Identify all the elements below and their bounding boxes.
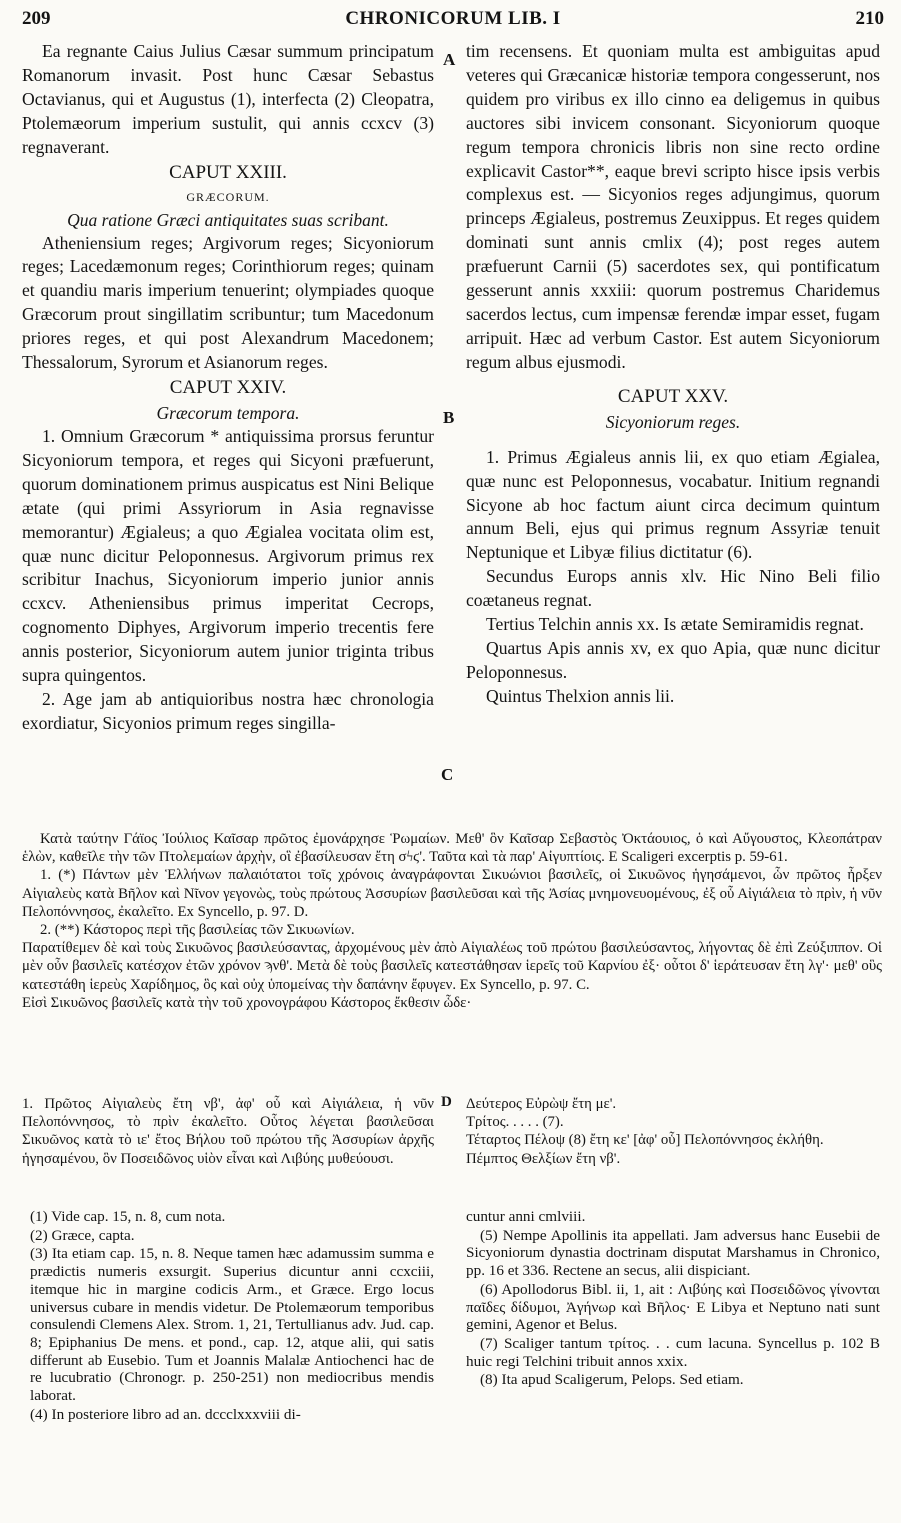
footnote-8: (8) Ita apud Scaligerum, Pelops. Sed etiam.	[480, 1371, 744, 1389]
greek-kings-right	[466, 1095, 880, 1168]
greek-parallel-text	[22, 830, 882, 1012]
page-number-left: 209	[22, 8, 51, 29]
chapter-23-title: CAPUT XXIII.	[169, 161, 287, 183]
left-column	[22, 40, 434, 736]
margin-letter-a: A	[443, 50, 456, 69]
greek-kings-left	[22, 1095, 434, 1168]
greek-note-1: 1. (*) Πάντων μὲν Ἑλλήνων παλαιότατοι τοῖς χρόνοις ἀναγράφονται Σικυώνιοι βασιλεῖς, οἱ Σικυῶνος ἡγησάμενοι, ὧν πρῶτος ἦρξεν Αἰγιαλεὺς κατὰ Βῆλον καὶ Νῖνον γεγονὼς, τοὺς πρώτους Ἀσσυρίων βασιλεῦσαι καὶ τῆς Ἀσίας μνημονευομένους, ἐξ οὗ Αἰγιάλεια τὸ πρὶν, ἡ νῦν Πελοπόννησος, ἐκαλεῖτο. Ex Syncello, p. 97. D.	[22, 867, 882, 920]
chapter-25-heading: Sicyoniorum reges.	[605, 411, 741, 432]
chapter-24-title: CAPUT XXIV.	[169, 376, 287, 398]
king-5-thelxion: Quintus Thelxion annis lii.	[486, 685, 675, 706]
paragraph-caesar: Ea regnante Caius Julius Cæsar summum principatum Romanorum invasit. Post hunc Cæsar Sebastus Octavianus, qui et Augustus (1), interfecta (2) Cleopatra, Ptolemæorum imperium sustulit, qui annis ccxcv (3) regnaverant.	[22, 41, 434, 157]
paragraph-graecorum-tempora: 1. Omnium Græcorum * antiquissima prorsus feruntur Sicyoniorum tempora, et reges qui Sicyoni præfuerunt, quorum dominationem primus auspicatus est Nini Belique ætate (qui primi Assyriorum in Asia regnavisse memorantur) Ægialeus; a quo Ægialea vocitata olim est, quæ nunc dicitur Peloponnesus. Argivorum primus rex scribitur Inachus, Sicyoniorum imperio junior annis ccxcv. Atheniensibus primus imperitat Cecrops, cognomento Diphyes, Argivorum imperio trecentis fere annis posterior, Sicyoniorum autem junior triginta tribus supra quingentos.	[22, 425, 434, 686]
king-4-apis: Quartus Apis annis xv, ex quo Apia, quæ nunc dicitur Peloponnesus.	[466, 637, 880, 682]
king-2-europs: Secundus Europs annis xlv. Hic Nino Beli filio coætaneus regnat.	[466, 566, 880, 611]
greek-king-3: Τρίτος. . . . . (7).	[466, 1114, 564, 1131]
running-title: CHRONICORUM LIB. I	[345, 8, 561, 29]
footnote-2: (2) Græce, capta.	[30, 1226, 135, 1244]
greek-note-2-heading: 2. (**) Κάστορος περὶ τῆς βασιλείας τῶν Σικυωνίων.	[40, 922, 355, 939]
greek-king-5: Πέμπτος Θελξίων ἔτη νβ'.	[466, 1150, 621, 1167]
chapter-24-heading: Græcorum tempora.	[156, 402, 300, 423]
margin-letter-b: B	[443, 408, 455, 427]
footnote-7: (7) Scaliger tantum τρίτος. . . cum lacuna. Syncellus p. 102 B huic regi Telchini tribuit annos xxix.	[466, 1334, 880, 1370]
chapter-25-title: CAPUT XXV.	[617, 385, 729, 407]
greek-king-1: 1. Πρῶτος Αἰγιαλεὺς ἔτη νβ', ἀφ' οὗ καὶ Αἰγιάλεια, ἡ νῦν Πελοπόννησος, τὸ πρὶν ἐκαλεῖτο. Οὗτος λέγεται βασιλεῦσαι Σικυῶνος κατὰ τὸ ιε' ἔτος Βήλου τοῦ πρώτου τῆς Ἀσσυρίων ἀρχῆς ἡγησαμένου, ὃν Ποσειδῶνος υἱὸν εἶναι καὶ Λιβύης μυθεύουσι.	[22, 1096, 434, 1167]
margin-letter-d: D	[441, 1094, 452, 1110]
footnote-6: (6) Apollodorus Bibl. ii, 1, ait : Λιβύης καὶ Ποσειδῶνος γίνονται παῖδες δίδυμοι, Ἀγήνωρ καὶ Βῆλος· E Libya et Neptuno nati sunt gemini, Agenor et Belus.	[466, 1280, 880, 1334]
king-3-telchin: Tertius Telchin annis xx. Is ætate Semiramidis regnat.	[486, 614, 864, 635]
footnotes-left	[30, 1208, 434, 1424]
margin-letter-c: C	[441, 765, 454, 784]
footnote-4-continued: cuntur anni cmlviii.	[466, 1208, 586, 1225]
greek-note-2-list-intro: Εἰσὶ Σικυῶνος βασιλεῖς κατὰ τὴν τοῦ χρονογράφου Κάστορος ἔκθεσιν ὧδε·	[22, 994, 472, 1011]
footnote-5: (5) Nempe Apollinis ita appellati. Jam adversus hanc Eusebii de Sicyoniorum dynastia doctrinam disputat Marshamus in Chronico, pp. 16 et 336. Rectene an secus, alii dispiciant.	[466, 1226, 880, 1280]
page-number-right: 210	[855, 8, 884, 29]
chapter-23-heading: Qua ratione Græci antiquitates suas scribant.	[67, 209, 389, 230]
footnote-3: (3) Ita etiam cap. 15, n. 8. Neque tamen hæc adamussim summa e prædictis numeris exsurgit. Superius dicuntur anni ccxciii, itemque hic in margine codicis Arm., et Græce. Ergo locus universus cubare in mendis videtur. De Ptolemæorum temporibus consulendi Clemens Alex. Strom. 1, 21, Tertullianus adv. Jud. cap. 8; Epiphanius De mens. et pond., cap. 12, atque alii, qui satis differunt ab Eusebio. Tum et Joannis Malalæ Antiochenci hac de re lucubratio (Chronogr. p. 250-251) non mediocribus mendis laborat.	[30, 1245, 434, 1405]
footnotes-right	[466, 1208, 880, 1390]
paragraph-chronologia: 2. Age jam ab antiquioribus nostra hæc chronologia exordiatur, Sicyonios primum reges singilla-	[22, 688, 434, 733]
greek-note-2-body: Παρατίθεμεν δὲ καὶ τοὺς Σικυῶνος βασιλεύσαντας, ἀρχομένους μὲν ἀπὸ Αἰγιαλέως τοῦ πρώτου βασιλεύσαντος, λήγοντας δὲ ἐπὶ Ζεύξιππον. Οἱ μὲν οὖν βασιλεῖς κατέσχον ἐτῶν χρόνον ϡνθ'. Μετὰ δὲ τοὺς βασιλεῖς κατεστάθησαν ἱερεῖς τοῦ Καρνίου ἐξ· οὗτοι δ' ἱεράτευσαν ἔτη λγ'· μεθ' οὓς κατεστάθη ἱερεὺς Χαρίδημος, ὃς καὶ οὐχ ὑπομείνας τὴν δαπάνην ἔφυγεν. Ex Syncello, p. 97. C.	[22, 940, 882, 993]
chapter-23-subtitle: GRÆCORUM.	[186, 189, 270, 204]
greek-king-2: Δεύτερος Εὐρὼψ ἔτη με'.	[466, 1096, 617, 1112]
greek-king-4: Τέταρτος Πέλοψ (8) ἔτη κε' [ἀφ' οὗ] Πελοπόννησος ἐκλήθη.	[466, 1132, 824, 1149]
greek-note-caesar: Κατὰ ταύτην Γάϊος Ἰούλιος Καῖσαρ πρῶτος ἐμονάρχησε Ῥωμαίων. Μεθ' ὃν Καῖσαρ Σεβαστὸς Ὀκτάουιος, ὁ καὶ Αὔγουστος, Κλεοπάτραν ἑλὼν, καθεῖλε τὴν τῶν Πτολεμαίων ἀρχὴν, οἳ ἐβασίλευσαν ἔτη σϟϛ'. Ταῦτα καὶ τὰ παρ' Αἰγυπτίοις. E Scaligeri excerptis p. 59-61.	[22, 831, 882, 866]
running-header	[22, 8, 884, 34]
right-column	[466, 40, 880, 709]
footnote-4: (4) In posteriore libro ad an. dccclxxxviii di-	[30, 1405, 301, 1423]
king-1-aegialeus: 1. Primus Ægialeus annis lii, ex quo etiam Ægialea, quæ nunc est Peloponnesus, vocabatur. Initium regnandi Sicyone ab hoc factum aiunt circa decimum quintum annum Beli, ejus qui primus regnum Assyriæ tenuit Neptunique et Libyæ filius dictitatur (6).	[466, 446, 880, 563]
paragraph-reges-list: Atheniensium reges; Argivorum reges; Sicyoniorum reges; Lacedæmonum reges; Corinthiorum reges; quinam et quandiu maris imperium tenuerint; olympiades quoque Græcorum prout singillatim scribuntur; tum Macedonum priores reges, et qui post Alexandrum Macedonem; Thessalorum, Syrorum et Asianorum reges.	[22, 232, 434, 373]
paragraph-castor: tim recensens. Et quoniam multa est ambiguitas apud veteres qui Græcanicæ historiæ tempora congesserunt, nos quidem pro viribus ex illo cinno ea deligemus in quibus auctores sibi invicem consonant. Sicyoniorum quoque regum tempora chronicis libris non sine recto ordine explicavit Castor**, eaque brevi scripto hisce ipsis verbis complexus est. — Sicyonios reges adjungimus, quorum princeps Ægialeus, postremus Zeuxippus. Et reges quidem dominati sunt annis cmlix (4); post reges autem præfuerunt Carnii (5) sacerdotes sex, qui pontificatum gesserunt annis xxxiii: quorum postremus Charidemus sacerdos lectus, cum impensæ ferendæ impar esset, fugam arripuit. Hæc ad verbum Castor. Est autem Sicyoniorum regum albus ejusmodi.	[466, 41, 880, 372]
footnote-1: (1) Vide cap. 15, n. 8, cum nota.	[30, 1208, 226, 1225]
